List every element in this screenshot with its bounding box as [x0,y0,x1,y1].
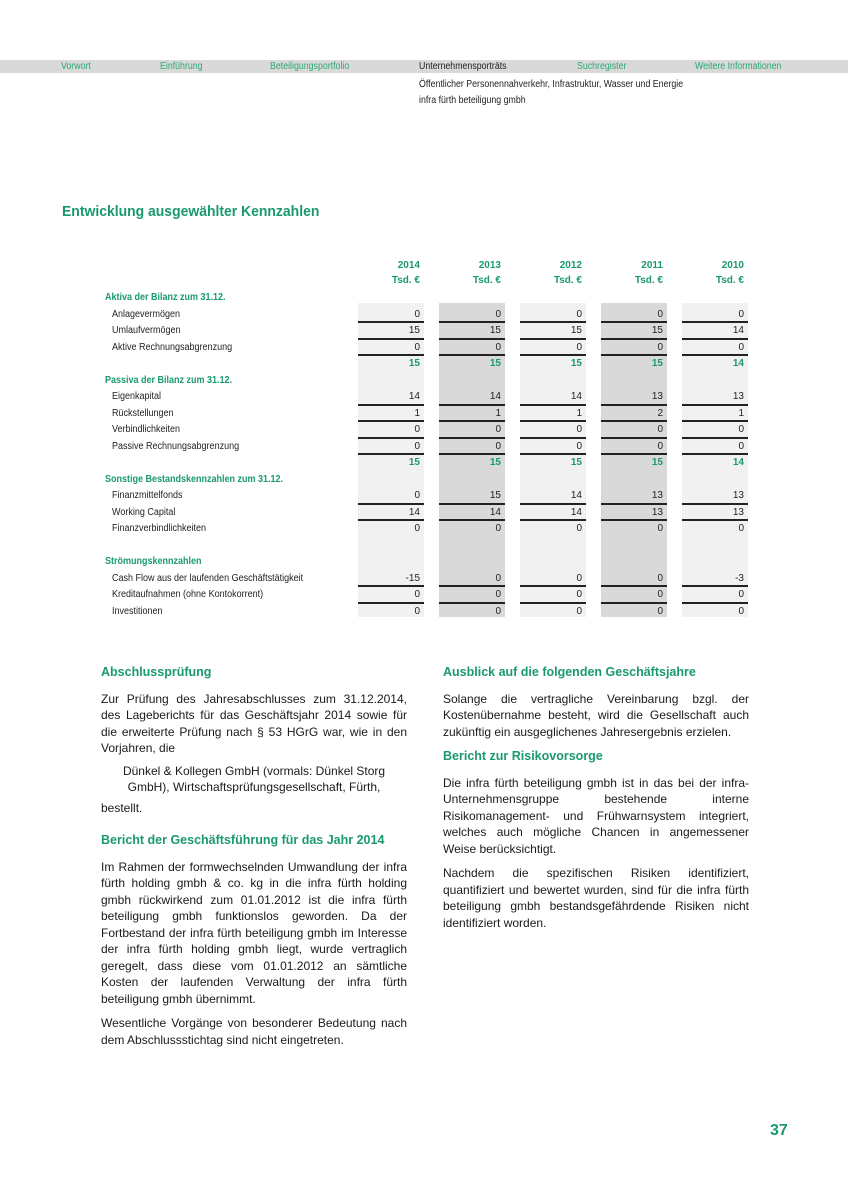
paragraph: Nachdem die spezifischen Risiken identifiziert, quantifiziert und bewertet wurden, sind für die infra fürth beteiligung gmbh bestandsgefährdende Risiken nicht identifiziert worden. [443,866,749,930]
nav-item-unternehmensportraets[interactable]: Unternehmensporträts [419,61,507,72]
table-cell: 0 [439,422,505,439]
table-cell: 1 [682,406,748,423]
table-cell: 0 [657,605,663,617]
year-header: 2011 [641,260,663,271]
breadcrumb-company: infra fürth beteiligung gmbh [419,95,526,106]
section-label: Sonstige Bestandskennzahlen zum 31.12. [105,473,284,485]
top-navigation-bar [0,60,848,73]
table-cell: 0 [657,523,663,534]
paragraph: Im Rahmen der formwechselnden Umwandlung der infra fürth holding gmbh & co. kg in die infra fürth holding gmbh rückwirkend zum 01.01.2012 ist die infra fürth beteiligung gmbh funktionslos geworden. Da der Fortbestand der infra fürth beteiligung gmbh im Interesse der infra fürth holding gmbh liegt, wurde vertraglich geregelt, dass diese vom 01.01.2012 an sämtliche Kosten der laufenden Verwaltung der infra fürth beteiligung gmbh übernimmt. [101,859,407,1006]
section-label: Aktiva der Bilanz zum 31.12. [105,292,226,303]
table-cell: 0 [358,488,424,505]
table-cell: 14 [358,389,424,406]
breadcrumb-category: Öffentlicher Personennahverkehr, Infrastruktur, Wasser und Energie [419,79,684,90]
table-cell: 0 [601,571,667,588]
table-cell: 0 [682,587,748,604]
table-cell: 0 [682,439,748,456]
table-cell: 13 [601,389,667,406]
table-cell: 0 [576,523,582,534]
right-text-column [443,664,749,939]
table-cell: 13 [682,488,748,505]
nav-item-suchregister[interactable]: Suchregister [577,61,627,72]
table-cell: 0 [439,571,505,588]
year-header: 2013 [478,260,501,271]
table-cell: 1 [439,406,505,423]
section-heading-ausblick: Ausblick auf die folgenden Geschäftsjahre [443,665,696,679]
row-label: Rückstellungen [112,407,174,419]
table-cell: 14 [358,505,424,522]
row-label: Umlaufvermögen [112,325,181,336]
table-sum-cell: 15 [408,358,420,369]
table-cell: 13 [601,488,667,505]
table-cell: 13 [601,505,667,522]
table-cell: 0 [520,587,586,604]
paragraph: Wesentliche Vorgänge von besonderer Bedeutung nach dem Abschlussstichtag sind nicht eingetreten. [101,1016,407,1047]
table-cell: 0 [520,340,586,357]
table-cell: 0 [520,439,586,456]
table-cell: 0 [601,307,667,324]
page-title: Entwicklung ausgewählter Kennzahlen [62,203,320,220]
table-sum-cell: 14 [732,457,744,468]
table-cell: 0 [682,422,748,439]
nav-item-beteiligungsportfolio[interactable]: Beteiligungsportfolio [270,61,350,72]
table-sum-cell: 15 [570,457,582,468]
table-cell: 0 [414,523,420,534]
unit-header: Tsd. € [553,275,582,286]
table-cell: 0 [439,439,505,456]
table-sum-cell: 15 [651,358,663,369]
table-cell: 0 [358,439,424,456]
table-cell: 0 [601,422,667,439]
table-cell: 15 [358,323,424,340]
table-cell: -15 [358,571,424,588]
row-label: Eigenkapital [112,391,162,402]
table-cell: 14 [439,505,505,522]
row-label: Kreditaufnahmen (ohne Kontokorrent) [112,589,264,600]
paragraph: bestellt. [101,800,143,815]
table-cell: 0 [439,340,505,357]
auditor-firm: Dünkel & Kollegen GmbH (vormals: Dünkel Storg GmbH), Wirtschaftsprüfungsgesellschaft, Fürth, [122,763,386,794]
table-sum-cell: 14 [732,358,744,369]
paragraph: Die infra fürth beteiligung gmbh ist in das bei der infra-Unternehmensgruppe bestehende interne Risikomanagement- und Frühwarnsystem integriert, welches auch mögliche Chancen in angemessener Weise berücksichtigt. [443,775,749,856]
table-cell: 0 [358,422,424,439]
table-cell: 0 [414,605,420,617]
nav-item-einfuehrung[interactable]: Einführung [160,61,203,72]
row-label: Aktive Rechnungsabgrenzung [112,341,233,353]
table-sum-cell: 15 [489,358,501,369]
table-cell: 0 [520,571,586,588]
year-header: 2010 [721,260,744,271]
table-cell: 0 [358,340,424,357]
table-cell: 0 [520,307,586,324]
table-cell: 14 [520,505,586,522]
table-sum-cell: 15 [408,457,420,468]
row-label: Finanzverbindlichkeiten [112,523,207,534]
row-label: Working Capital [112,506,176,518]
unit-header: Tsd. € [634,275,663,286]
table-cell: 0 [358,307,424,324]
table-cell: 14 [439,389,505,406]
nav-item-weitere-informationen[interactable]: Weitere Informationen [695,61,782,72]
paragraph: Zur Prüfung des Jahresabschlusses zum 31.12.2014, des Lageberichts für das Geschäftsjahr 2014 sowie für die erweiterte Prüfung nach § 53 HGrG war, wie in den Vorjahren, die [101,691,407,755]
table-cell: 13 [682,505,748,522]
table-cell: 0 [439,587,505,604]
table-cell: 0 [601,587,667,604]
unit-header: Tsd. € [391,275,420,286]
table-cell: 2 [601,406,667,423]
unit-header: Tsd. € [472,275,501,286]
table-cell: 15 [439,488,505,505]
table-cell: 13 [682,389,748,406]
row-label: Verbindlichkeiten [112,424,181,435]
table-cell: 0 [738,523,744,534]
table-cell: 0 [495,605,501,617]
section-label: Passiva der Bilanz zum 31.12. [105,374,233,386]
left-text-column [101,664,407,1056]
table-sum-cell: 15 [651,457,663,468]
table-cell: 0 [682,307,748,324]
table-cell: 0 [520,422,586,439]
row-label: Investitionen [112,605,163,617]
section-label: Strömungskennzahlen [105,556,202,567]
table-cell: 0 [495,523,501,534]
year-header: 2014 [397,260,420,271]
table-cell: 1 [358,406,424,423]
year-header: 2012 [559,260,582,271]
section-heading-bericht-geschaeftsfuehrung: Bericht der Geschäftsführung für das Jahr 2014 [101,833,385,847]
table-cell: 0 [601,439,667,456]
row-label: Finanzmittelfonds [112,490,183,501]
table-cell: 14 [520,389,586,406]
table-cell: 14 [682,323,748,340]
table-sum-cell: 15 [570,358,582,369]
table-cell: 15 [520,323,586,340]
table-cell: 0 [576,605,582,617]
table-cell: 0 [601,340,667,357]
nav-item-vorwort[interactable]: Vorwort [61,61,91,72]
section-heading-risikovorsorge: Bericht zur Risikovorsorge [443,749,603,763]
table-cell: -3 [682,571,748,588]
paragraph: Solange die vertragliche Vereinbarung bzgl. der Kostenübernahme besteht, wird die Gesellschaft auch zukünftig ein ausgeglichenes Jahresergebnis erzielen. [443,691,749,739]
table-cell: 14 [520,488,586,505]
page-number: 37 [770,1122,788,1139]
table-cell: 15 [439,323,505,340]
table-cell: 15 [601,323,667,340]
row-label: Cash Flow aus der laufenden Geschäftstätigkeit [112,572,304,584]
row-label: Passive Rechnungsabgrenzung [112,440,240,452]
section-heading-abschlusspruefung: Abschlussprüfung [101,665,212,679]
table-cell: 0 [358,587,424,604]
table-cell: 0 [738,605,744,617]
row-label: Anlagevermögen [112,308,181,320]
unit-header: Tsd. € [715,275,744,286]
table-cell: 0 [682,340,748,357]
table-cell: 0 [439,307,505,324]
table-cell: 1 [520,406,586,423]
table-sum-cell: 15 [489,457,501,468]
